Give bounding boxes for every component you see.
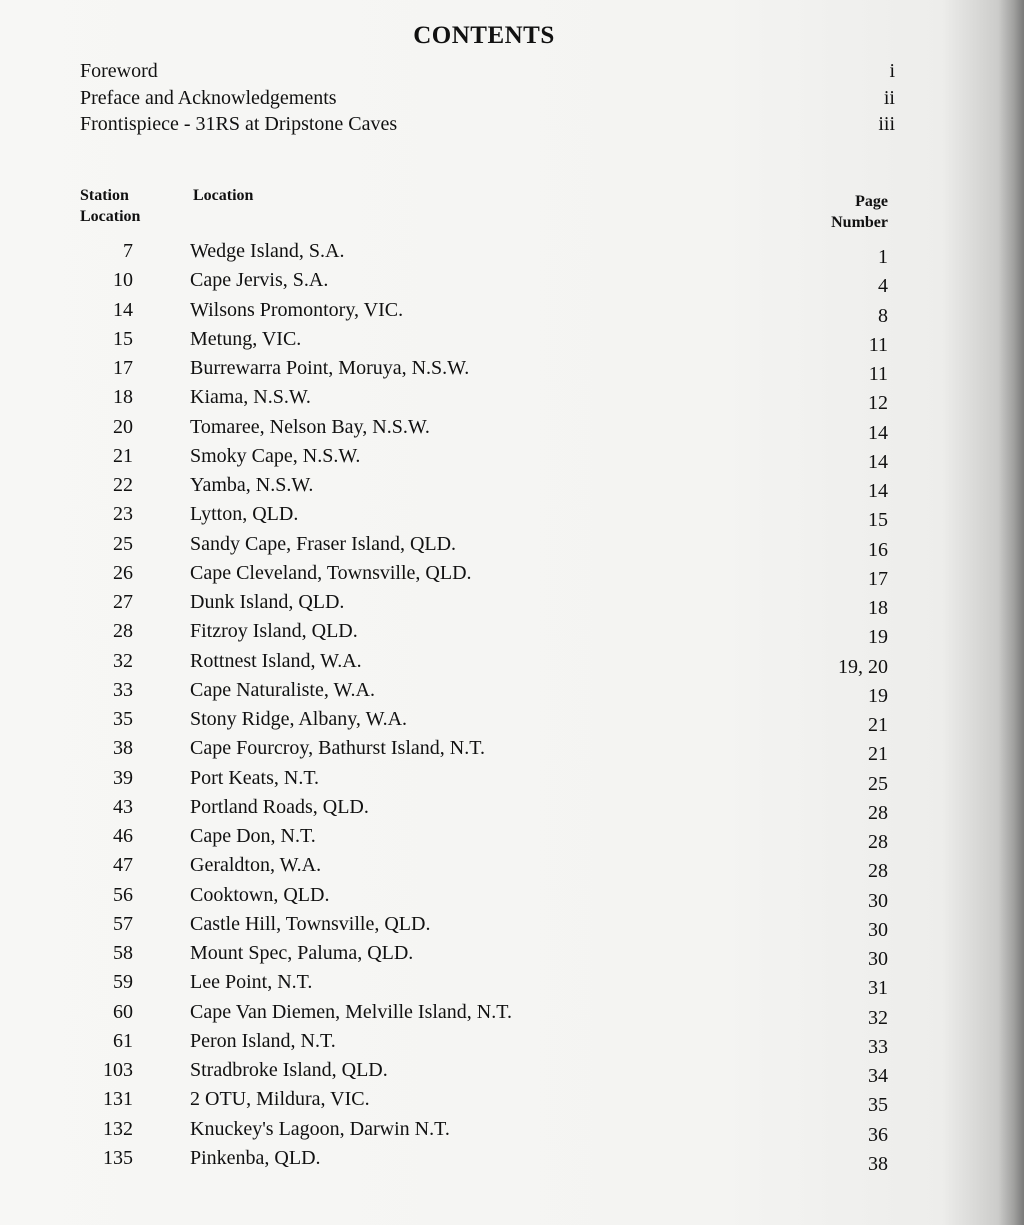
location-name: Fitzroy Island, QLD.: [190, 620, 358, 642]
station-number: 58: [113, 942, 133, 964]
page-number: 19: [868, 626, 888, 648]
station-number: 33: [113, 679, 133, 701]
contents-row: [0, 1147, 1024, 1175]
station-number: 132: [103, 1118, 133, 1140]
page-column-header: Page Number: [831, 193, 888, 231]
contents-row: [0, 825, 1024, 853]
page-number: 11: [868, 334, 888, 356]
contents-row: [0, 1088, 1024, 1116]
station-number: 15: [113, 328, 133, 350]
page-number: 17: [868, 568, 888, 590]
location-name: Cape Don, N.T.: [190, 825, 316, 847]
location-name: Wilsons Promontory, VIC.: [190, 299, 404, 321]
contents-row: [0, 269, 1024, 297]
location-name: Tomaree, Nelson Bay, N.S.W.: [190, 416, 430, 438]
location-name: Castle Hill, Townsville, QLD.: [190, 913, 431, 935]
location-name: Mount Spec, Paluma, QLD.: [190, 942, 414, 964]
page-number: 16: [868, 539, 888, 561]
station-number: 56: [113, 884, 133, 906]
location-name: Wedge Island, S.A.: [190, 240, 345, 262]
front-matter-preface: [80, 87, 895, 110]
contents-row: [0, 357, 1024, 385]
page-number: 14: [868, 422, 888, 444]
contents-row: [0, 913, 1024, 941]
contents-row: [0, 1001, 1024, 1029]
contents-row: [0, 679, 1024, 707]
page-number: 15: [868, 509, 888, 531]
location-name: Knuckey's Lagoon, Darwin N.T.: [190, 1118, 450, 1140]
location-name: Cape Fourcroy, Bathurst Island, N.T.: [190, 737, 485, 759]
page-number: 21: [868, 714, 888, 736]
station-number: 10: [113, 269, 133, 291]
page-number: 34: [868, 1065, 888, 1087]
contents-row: [0, 737, 1024, 765]
front-matter-label: Frontispiece - 31RS at Dripstone Caves: [80, 113, 398, 135]
page-number: 28: [868, 831, 888, 853]
page-number: 11: [868, 363, 888, 385]
location-name: Geraldton, W.A.: [190, 854, 322, 876]
station-number: 59: [113, 971, 133, 993]
station-number: 39: [113, 767, 133, 789]
page-number: 25: [868, 773, 888, 795]
location-name: Pinkenba, QLD.: [190, 1147, 321, 1169]
station-number: 131: [103, 1088, 133, 1110]
contents-row: [0, 796, 1024, 824]
location-name: Cape Van Diemen, Melville Island, N.T.: [190, 1001, 512, 1023]
contents-row: [0, 1118, 1024, 1146]
contents-row: [0, 240, 1024, 268]
contents-row: [0, 445, 1024, 473]
station-number: 22: [113, 474, 133, 496]
location-name: Cape Cleveland, Townsville, QLD.: [190, 562, 472, 584]
page-number: 38: [868, 1153, 888, 1175]
page-number: 30: [868, 919, 888, 941]
page-number: 30: [868, 890, 888, 912]
station-number: 21: [113, 445, 133, 467]
page-number: 19, 20: [838, 656, 888, 678]
station-number: 32: [113, 650, 133, 672]
contents-row: [0, 533, 1024, 561]
station-number: 14: [113, 299, 133, 321]
page-number: 28: [868, 860, 888, 882]
page-number: 31: [868, 977, 888, 999]
contents-row: [0, 854, 1024, 882]
page-number: 1: [878, 246, 888, 268]
contents-row: [0, 386, 1024, 414]
location-name: Cape Naturaliste, W.A.: [190, 679, 375, 701]
location-name: Portland Roads, QLD.: [190, 796, 369, 818]
page-number: 30: [868, 948, 888, 970]
front-matter-page: ii: [883, 87, 895, 109]
station-number: 60: [113, 1001, 133, 1023]
contents-row: [0, 299, 1024, 327]
contents-row: [0, 562, 1024, 590]
contents-row: [0, 620, 1024, 648]
contents-row: [0, 650, 1024, 678]
page-number: 19: [868, 685, 888, 707]
location-name: Burrewarra Point, Moruya, N.S.W.: [190, 357, 470, 379]
front-matter-foreword: [80, 60, 895, 83]
station-number: 103: [103, 1059, 133, 1081]
location-name: Port Keats, N.T.: [190, 767, 320, 789]
location-name: Rottnest Island, W.A.: [190, 650, 362, 672]
contents-row: [0, 591, 1024, 619]
contents-row: [0, 708, 1024, 736]
location-name: Stony Ridge, Albany, W.A.: [190, 708, 408, 730]
station-number: 61: [113, 1030, 133, 1052]
contents-row: [0, 767, 1024, 795]
station-number: 27: [113, 591, 133, 613]
station-number: 20: [113, 416, 133, 438]
location-name: Smoky Cape, N.S.W.: [190, 445, 361, 467]
location-name: Dunk Island, QLD.: [190, 591, 345, 613]
front-matter-page: i: [889, 60, 895, 82]
location-name: 2 OTU, Mildura, VIC.: [190, 1088, 370, 1110]
station-number: 46: [113, 825, 133, 847]
station-number: 47: [113, 854, 133, 876]
contents-row: [0, 1059, 1024, 1087]
page-number: 8: [878, 305, 888, 327]
station-number: 135: [103, 1147, 133, 1169]
contents-row: [0, 942, 1024, 970]
station-number: 35: [113, 708, 133, 730]
page-number: 28: [868, 802, 888, 824]
location-column-header: Location: [193, 187, 254, 204]
front-matter-label: Preface and Acknowledgements: [80, 87, 337, 109]
location-name: Lytton, QLD.: [190, 503, 299, 525]
front-matter-label: Foreword: [80, 60, 158, 82]
station-number: 7: [123, 240, 133, 262]
station-number: 23: [113, 503, 133, 525]
station-number: 17: [113, 357, 133, 379]
location-name: Cape Jervis, S.A.: [190, 269, 329, 291]
page-title: CONTENTS: [413, 22, 555, 49]
contents-row: [0, 884, 1024, 912]
location-name: Kiama, N.S.W.: [190, 386, 311, 408]
station-number: 18: [113, 386, 133, 408]
page-number: 32: [868, 1007, 888, 1029]
station-number: 28: [113, 620, 133, 642]
station-number: 25: [113, 533, 133, 555]
page-number: 4: [878, 275, 888, 297]
page-number: 21: [868, 743, 888, 765]
front-matter-page: iii: [878, 113, 895, 135]
station-number: 43: [113, 796, 133, 818]
contents-row: [0, 474, 1024, 502]
location-name: Sandy Cape, Fraser Island, QLD.: [190, 533, 457, 555]
contents-row: [0, 328, 1024, 356]
location-name: Cooktown, QLD.: [190, 884, 330, 906]
page-number: 33: [868, 1036, 888, 1058]
page-number: 36: [868, 1124, 888, 1146]
location-name: Stradbroke Island, QLD.: [190, 1059, 388, 1081]
location-name: Yamba, N.S.W.: [190, 474, 314, 496]
contents-row: [0, 1030, 1024, 1058]
contents-row: [0, 503, 1024, 531]
location-name: Metung, VIC.: [190, 328, 302, 350]
station-number: 38: [113, 737, 133, 759]
page-number: 14: [868, 451, 888, 473]
front-matter-frontispiece: [80, 113, 895, 136]
station-column-header: Station Location: [80, 187, 141, 225]
location-name: Peron Island, N.T.: [190, 1030, 336, 1052]
page-number: 14: [868, 480, 888, 502]
page-number: 18: [868, 597, 888, 619]
station-number: 26: [113, 562, 133, 584]
location-name: Lee Point, N.T.: [190, 971, 313, 993]
contents-row: [0, 971, 1024, 999]
page-number: 12: [868, 392, 888, 414]
station-number: 57: [113, 913, 133, 935]
contents-row: [0, 416, 1024, 444]
page-number: 35: [868, 1094, 888, 1116]
